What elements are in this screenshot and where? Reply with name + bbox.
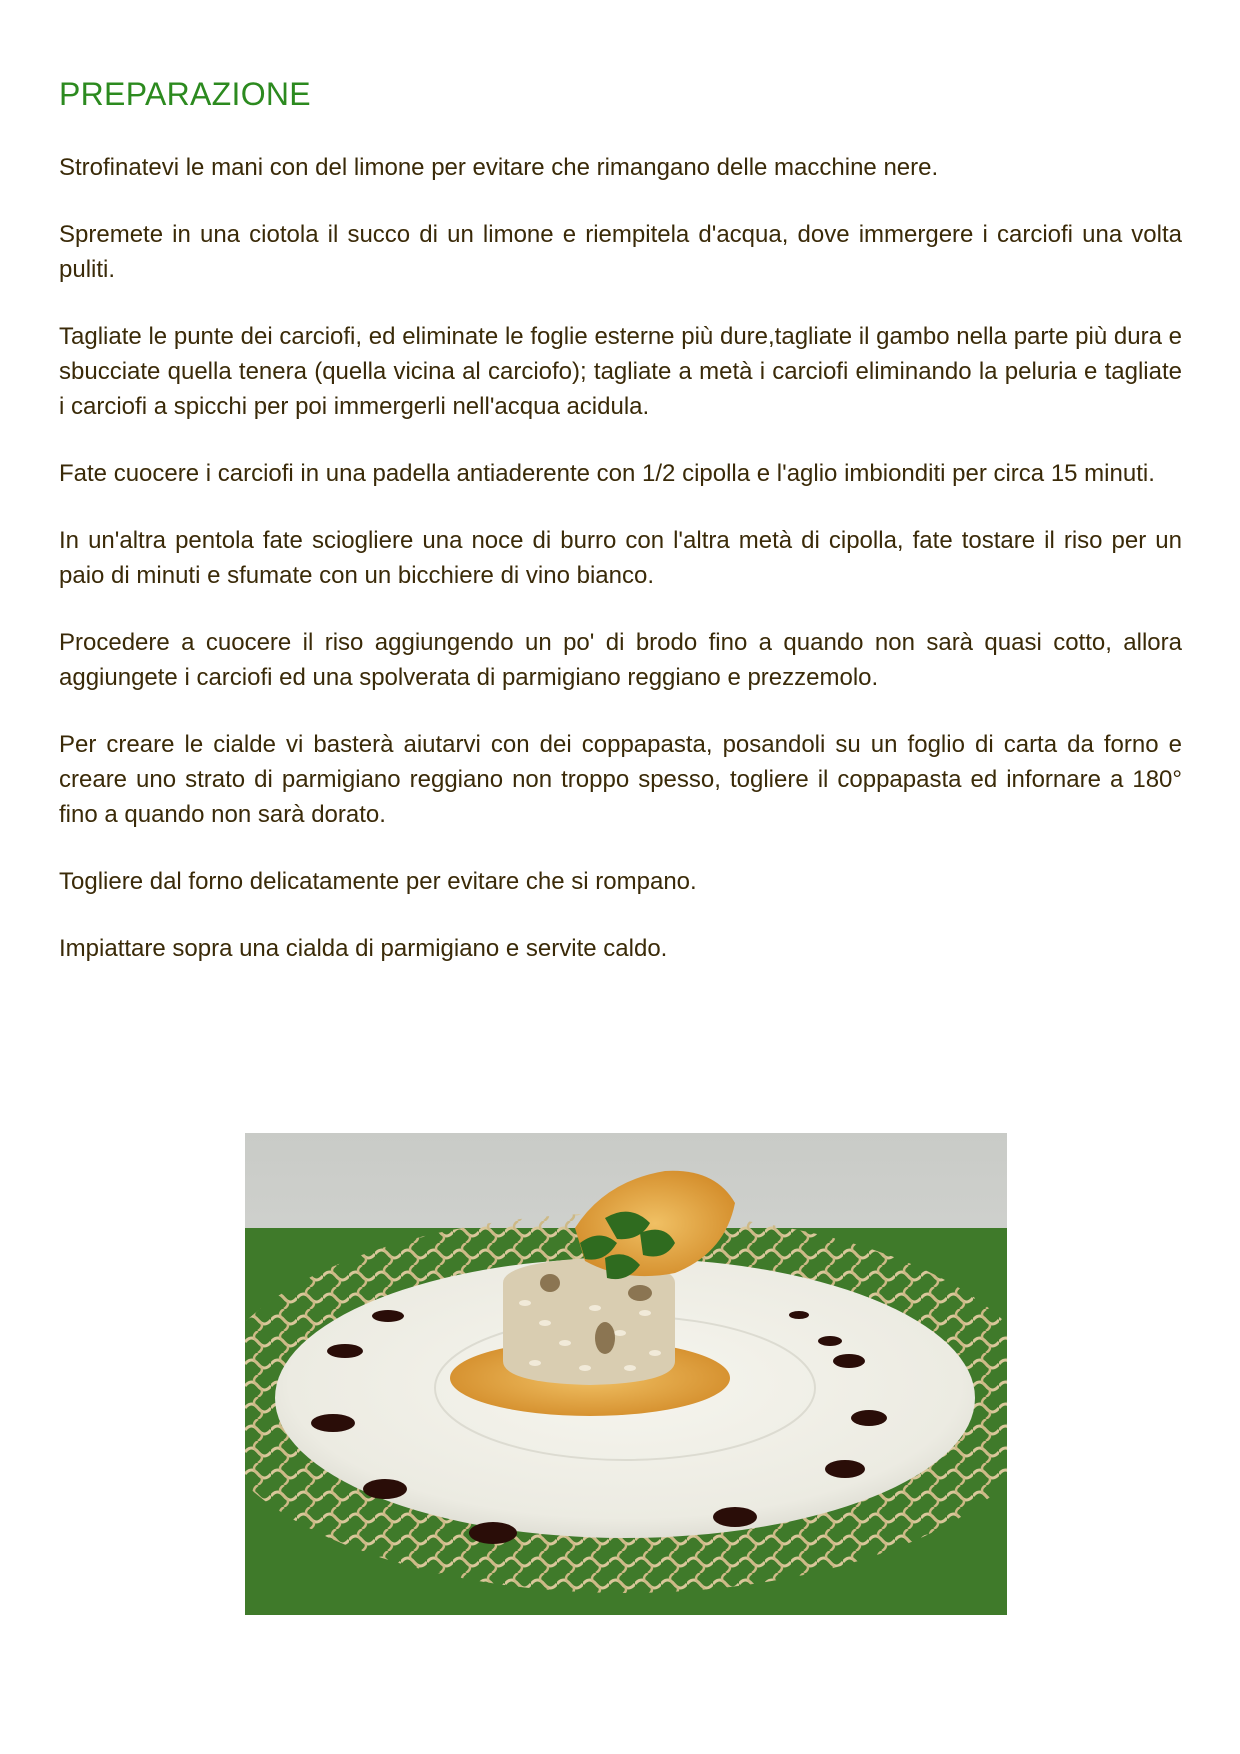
- step-paragraph: Per creare le cialde vi basterà aiutarvi con dei coppapasta, posandoli su un foglio di carta da forno e creare uno strato di parmigiano reggiano non troppo spesso, togliere il coppapasta ed infornare a 180° fino a quando non sarà dorato.: [59, 731, 1182, 828]
- step-paragraph: Procedere a cuocere il riso aggiungendo un po' di brodo fino a quando non sarà quasi cotto, allora aggiungete i carciofi ed una spolverata di parmigiano reggiano e prezzemolo.: [59, 629, 1182, 691]
- step-paragraph: Togliere dal forno delicatamente per evitare che si rompano.: [59, 868, 697, 895]
- photo-illustration: [245, 1133, 1007, 1615]
- plated-risotto-photo: [245, 1133, 1007, 1615]
- step-paragraph: Strofinatevi le mani con del limone per evitare che rimangano delle macchine nere.: [59, 154, 939, 181]
- step-paragraph: In un'altra pentola fate sciogliere una noce di burro con l'altra metà di cipolla, fate tostare il riso per un paio di minuti e sfumate con un bicchiere di vino bianco.: [59, 527, 1182, 589]
- step-paragraph: Spremete in una ciotola il succo di un limone e riempitela d'acqua, dove immergere i carciofi una volta puliti.: [59, 221, 1182, 283]
- step-paragraph: Fate cuocere i carciofi in una padella antiaderente con 1/2 cipolla e l'aglio imbionditi per circa 15 minuti.: [59, 460, 1155, 487]
- step-paragraph: Tagliate le punte dei carciofi, ed eliminate le foglie esterne più dure,tagliate il gambo nella parte più dura e sbucciate quella tenera (quella vicina al carciofo); tagliate a metà i carciofi eliminando la peluria e tagliate i carciofi a spicchi per poi immergerli nell'acqua acidula.: [59, 323, 1182, 420]
- preparation-steps: [59, 150, 1182, 998]
- page-title: PREPARAZIONE: [59, 76, 311, 112]
- step-paragraph: Impiattare sopra una cialda di parmigiano e servite caldo.: [59, 935, 668, 962]
